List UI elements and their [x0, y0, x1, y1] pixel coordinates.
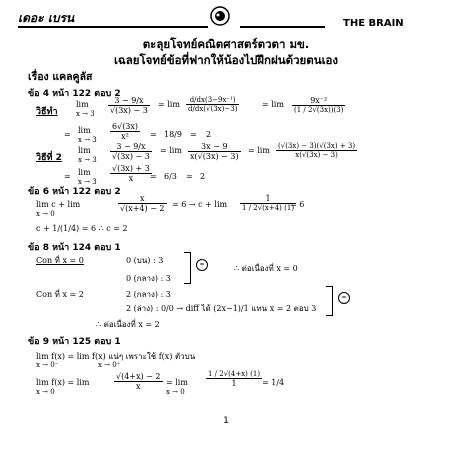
- q4-m1-l2-val: 18/9: [164, 130, 182, 139]
- q6-line1-frac: $\frac{x}{√(x+4) - 2}$: [120, 194, 165, 213]
- q8-con1-circle: =: [196, 259, 208, 271]
- q8-con2-circle: =: [338, 292, 350, 304]
- q6-line1-res: = 6: [290, 200, 305, 209]
- header-left-brand: เดอะ เบรน: [18, 11, 75, 25]
- q4-heading: ข้อ 4 หน้า 122 ตอบ 2: [28, 89, 121, 99]
- q8-con2: Con ที่ x = 2: [36, 290, 84, 299]
- q4-m2-l2-expr: $\frac{√(3x) + 3}{x}$: [112, 164, 150, 183]
- header-rule-right: [240, 26, 325, 28]
- q4-m1-l2-eq: =: [64, 130, 71, 139]
- q8-con2-bracket: [326, 286, 333, 316]
- q4-m2-l2-res: 2: [200, 172, 206, 181]
- q9-line1: lim f(x) = lim f(x) แน่ๆ เพราะใช้ f(x) ตัวบน: [36, 352, 196, 361]
- header-rule-left: [18, 26, 208, 28]
- q6-line1-left: lim c + lim x → 0: [36, 200, 81, 218]
- brain-logo-icon: [210, 6, 230, 26]
- q9-line2-frac: $\frac{√(4+x) - 2}{x}$: [116, 372, 161, 391]
- page-subtitle: เฉลยโจทย์ข้อที่ฟากให้น้องไปฝึกฝนด้วยตนเอง: [113, 53, 339, 67]
- q9-line2-left: lim f(x) = lim x → 0: [36, 378, 90, 396]
- q4-m1-lim: lim x → 3: [76, 100, 95, 118]
- q4-m1-l2-expr: $\frac{6√(3x)}{\text{x²}}$: [112, 122, 139, 141]
- q6-line1-frac2: $\frac{1}{1 / 2√(x+4) (1)}$: [242, 194, 295, 212]
- q4-m2-right: $\frac{(√(3x) - 3)(√(3x) + 3)}{x(√(3x) - 3)}$: [278, 142, 356, 159]
- page-number: 1: [223, 416, 229, 426]
- q4-m2-l2-eq2: =: [150, 172, 157, 181]
- section-title: เรื่อง แคลคูลัส: [28, 71, 93, 83]
- q4-m2-lim: lim x → 3: [78, 146, 97, 164]
- q4-m1-right: $\frac{\text{9x⁻²}}{(1 / 2√(3x))(3)}$: [294, 96, 344, 114]
- q4-m1-l2-lim: lim x → 3: [78, 126, 97, 144]
- q4-m1-l2-eq2: =: [150, 130, 157, 139]
- q8-con1-note: ∴ ต่อเนื่องที่ x = 0: [234, 264, 298, 273]
- q9-line1-sub2: x → 0⁺: [98, 361, 121, 369]
- q6-line1-mid: = 6 → c + lim: [172, 200, 228, 209]
- q9-line1-sub1: x → 0⁻: [36, 361, 59, 369]
- q4-m2-l2-val: 6/3: [164, 172, 177, 181]
- q4-m2-l2-eq3: =: [186, 172, 193, 181]
- q4-m2-expr: $\frac{3 - 9/x}{√(3x) - 3}$: [112, 142, 150, 161]
- q8-con2-note: ∴ ต่อเนื่องที่ x = 2: [96, 320, 160, 329]
- q4-method1-label: วิธีทำ: [36, 107, 58, 117]
- q4-m2-mid: $\frac{3x - 9}{x(√(3x) - 3)}$: [190, 142, 239, 161]
- q8-con1-row2: 0 (กลาง) : 3: [126, 274, 171, 283]
- page-title: ตะลุยโจทย์คณิตศาสตร์ตวตา มข.: [142, 37, 310, 51]
- q8-con1: Con ที่ x = 0: [36, 256, 84, 265]
- q4-m2-l2-eq: =: [64, 172, 71, 181]
- q4-m1-l2-res: 2: [206, 130, 212, 139]
- q8-con2-row2: 2 (ล่าง) : 0/0 → diff ได้ (2x−1)/1 แทน x = 2 ตอบ 3: [126, 304, 317, 313]
- q4-m1-eq1: = lim: [158, 100, 180, 109]
- q8-con2-row1: 2 (กลาง) : 3: [126, 290, 171, 299]
- q4-m1-expr: $\frac{3 - 9/x}{√(3x) - 3}$: [110, 96, 148, 115]
- q8-heading: ข้อ 8 หน้า 124 ตอบ 1: [28, 243, 121, 253]
- q6-line2: c + 1/(1/4) = 6 ∴ c = 2: [36, 224, 128, 233]
- q9-heading: ข้อ 9 หน้า 125 ตอบ 1: [28, 337, 121, 347]
- q6-heading: ข้อ 6 หน้า 122 ตอบ 2: [28, 187, 121, 197]
- q9-line2-mid: = lim x → 0: [166, 378, 188, 396]
- header-right-brand: THE BRAIN: [343, 18, 404, 29]
- q4-m2-l2-lim: lim x → 3: [78, 168, 97, 186]
- q9-line2-frac2: $\frac{1 / 2√(4+x) (1)}{1}$: [208, 370, 261, 388]
- q4-m1-mid: $\frac{\text{d/dx(3−9x⁻¹)}}{d/dx(√(3x)-3)}$: [188, 96, 238, 113]
- q8-con1-row1: 0 (บน) : 3: [126, 256, 164, 265]
- q9-line2-res: = 1/4: [262, 378, 285, 387]
- q4-m2-eq1: = lim: [160, 146, 182, 155]
- q8-con1-bracket: [184, 252, 191, 284]
- q4-m1-eq2: = lim: [262, 100, 284, 109]
- q4-method2-label: วิธีที่ 2: [36, 153, 62, 163]
- q4-m2-eq2: = lim: [248, 146, 270, 155]
- q4-m1-l2-eq3: =: [190, 130, 197, 139]
